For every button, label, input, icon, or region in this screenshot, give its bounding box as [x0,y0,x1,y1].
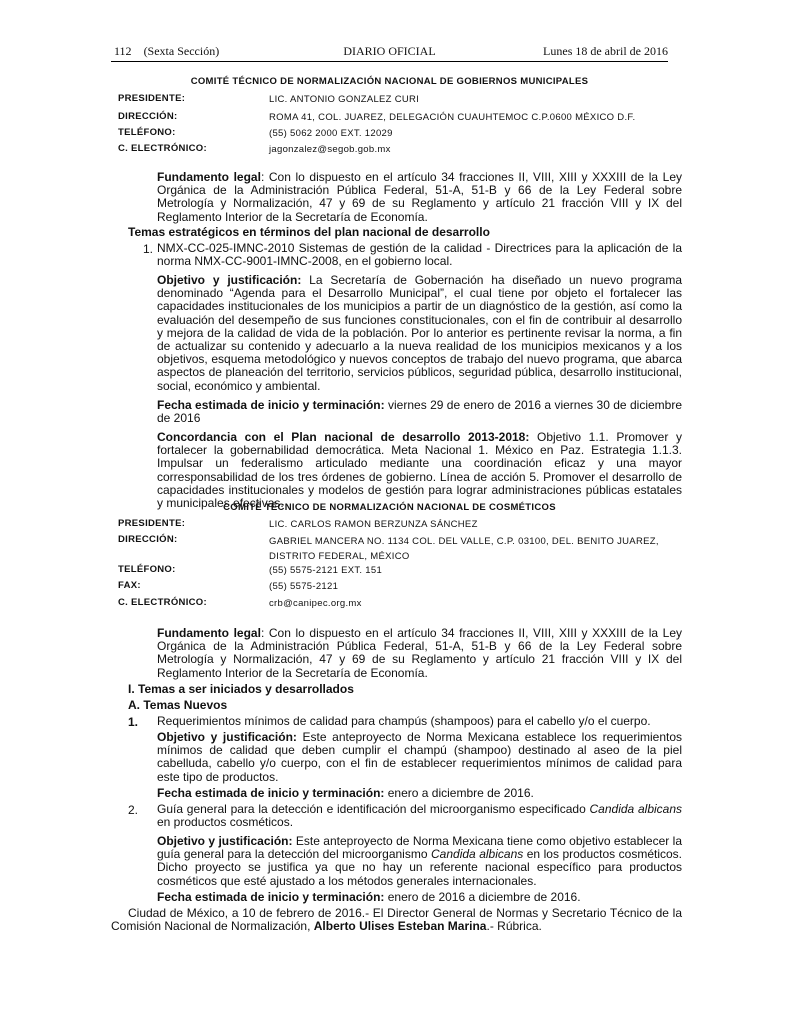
objetivo-label: Objetivo y justificación: [157,730,297,744]
closing-text-end: .- Rúbrica. [486,919,542,934]
fecha-text: enero de 2016 a diciembre de 2016. [384,890,581,904]
field-label: PRESIDENTE: [118,518,186,529]
issue-date: Lunes 18 de abril de 2016 [543,44,668,58]
field-value: crb@canipec.org.mx [269,598,362,609]
item-2-text-end: en productos cosméticos. [157,815,294,830]
closing-signature [111,907,682,933]
committee-1-temas-heading: Temas estratégicos en términos del plan nacional de desarrollo [128,225,490,239]
field-label: DIRECCIÓN: [118,111,178,122]
committee-2-title: COMITÉ TÉCNICO DE NORMALIZACIÓN NACIONAL DE COSMÉTICOS [223,502,556,513]
objetivo-text: La Secretaría de Gobernación ha diseñado un nuevo programa denominado “Agenda para el Desarrollo Municipal”, el cual tiene por objeto el fortalecer las capacidades institucionales de los municipios a partir de un diagnóstico de la gestión, así como la evaluación del desempeño de sus funciones constitucionales, con el fin de contribuir al desarrollo y mejora de la calidad de vida de la población. Por lo anterior es pertinente revisar la norma, a fin de actualizar su contenido y adecuarlo a la nueva realidad de los municipios mexicanos y a los objetivos, esquema metodológico y nuevos conceptos de trabajo del nuevo programa, que abarca aspectos de planeación del territorio, servicios públicos, seguridad pública, desarrollo institucional, social, económico y ambiental. [157,273,682,393]
committee-2-item-1-title: Requerimientos mínimos de calidad para champús (shampoos) para el cabello y/o el cuerpo. [157,714,651,728]
field-label: TELÉFONO: [118,564,176,575]
concordancia-label: Concordancia con el Plan nacional de desarrollo 2013-2018: [157,430,530,444]
header-rule [111,61,668,62]
objetivo-label: Objetivo y justificación: [157,834,293,848]
committee-2-item-1-fecha [157,787,682,800]
field-value: (55) 5575-2121 [269,581,339,592]
field-label: PRESIDENTE: [118,93,186,104]
fecha-text: viernes 29 de enero de 2016 a viernes 30 de diciembre de 2016 [157,398,683,426]
fundamento-text: : Con lo dispuesto en el artículo 34 fracciones II, VIII, XIII y XXXIII de la Ley Orgánica de la Administración Pública Federal, 51-A, 51-B y 66 de la Ley Federal sobre Metrología y Normalización, 47 y 69 de su Reglamento y artículo 21 fracción VIII y IX del Reglamento Interior de la Secretaría de Economía. [157,626,682,680]
fundamento-label: Fundamento legal [157,170,261,184]
fecha-text: enero a diciembre de 2016. [384,786,534,800]
field-value: jagonzalez@segob.gob.mx [269,144,391,155]
committee-1-concordancia [157,431,682,510]
item-2-text: Guía general para la detección e identificación del microorganismo especificado [157,802,590,816]
field-label: C. ELECTRÓNICO: [118,597,207,608]
committee-1-fecha [157,399,682,425]
item-number: 1. [128,715,139,729]
field-value: GABRIEL MANCERA NO. 1134 COL. DEL VALLE, C.P. 03100, DEL. BENITO JUAREZ, DISTRITO FEDERAL, MÉXICO [269,536,659,562]
committee-2-item-2-title [157,803,682,829]
committee-2-item-2-objetivo [157,835,682,888]
objetivo-text: Este anteproyecto de Norma Mexicana tiene como objetivo establecer la guía general para la detección del microorganismo [157,834,683,862]
committee-1-item-1-title: NMX-CC-025-IMNC-2010 Sistemas de gestión de la calidad - Directrices para la aplicación de la norma NMX-CC-9001-IMNC-2008, en el gobierno local. [157,241,682,269]
fecha-label: Fecha estimada de inicio y terminación: [157,890,385,904]
page-number-value: 112 [114,44,132,58]
fundamento-label: Fundamento legal [157,626,261,640]
field-label: C. ELECTRÓNICO: [118,143,207,154]
field-value: (55) 5062 2000 EXT. 12029 [269,128,393,139]
page-header [111,44,668,62]
committee-2-item-2-fecha [157,891,682,904]
committee-2-item-1-objetivo [157,731,682,784]
field-value: LIC. ANTONIO GONZALEZ CURI [269,94,420,105]
committee-2-fundamento [157,627,682,680]
objetivo-text-end: en los productos cosméticos. Dicho proyecto se justifica ya que no hay un referente nacional específico para productos cosméticos que esté ajustado a los métodos generales internacionales. [157,847,683,888]
objetivo-text: Este anteproyecto de Norma Mexicana establece los requerimientos mínimos de calidad que deben cumplir el champú (shampoo) destinado al aseo de la piel cabelluda, cabello y/o cuerpo, con el fin de establecer requerimientos mínimos de calidad para este tipo de productos. [157,730,683,784]
fecha-label: Fecha estimada de inicio y terminación: [157,398,385,412]
field-value: LIC. CARLOS RAMON BERZUNZA SÁNCHEZ [269,519,478,530]
objetivo-label: Objetivo y justificación: [157,273,302,287]
concordancia-text: Objetivo 1.1. Promover y fortalecer la gobernabilidad democrática. Meta Nacional 1. México en Paz. Estrategia 1.1.3. Impulsar un federalismo articulado mediante una coordinación eficaz y una mayor corresponsabilidad de los tres órdenes de gobierno. Línea de acción 5. Promover el desarrollo de capacidades institucionales y modelos de gestión para lograr administraciones públicas estatales y municipales efectivas. [157,430,682,511]
fundamento-text: : Con lo dispuesto en el artículo 34 fracciones II, VIII, XIII y XXXIII de la Ley Orgánica de la Administración Pública Federal, 51-A, 51-B y 66 de la Ley Federal sobre Metrología y Normalización, 47 y 69 de su Reglamento y artículo 21 fracción VIII y IX del Reglamento Interior de la Secretaría de Economía. [157,170,682,224]
fecha-label: Fecha estimada de inicio y terminación: [157,786,385,800]
committee-1-title: COMITÉ TÉCNICO DE NORMALIZACIÓN NACIONAL DE GOBIERNOS MUNICIPALES [190,76,589,87]
newspaper-title: DIARIO OFICIAL [343,44,436,58]
item-number: 1. [143,242,154,256]
field-value: (55) 5575-2121 EXT. 151 [269,565,383,576]
section-label: (Sexta Sección) [143,44,220,58]
committee-1-objetivo [157,274,682,393]
closing-text: Ciudad de México, a 10 de febrero de 2016.- El Director General de Normas y Secretario Técnico de la Comisión Nacional de Normalización, [111,906,682,934]
field-label: FAX: [118,580,141,591]
field-value: ROMA 41, COL. JUAREZ, DELEGACIÓN CUAUHTEMOC C.P.0600 MÉXICO D.F. [269,112,636,123]
field-label: DIRECCIÓN: [118,534,178,545]
committee-2-section-heading: I. Temas a ser iniciados y desarrollados [128,682,354,696]
species-name: Candida albicans [431,847,524,862]
signatory-name: Alberto Ulises Esteban Marina [313,919,487,934]
item-number: 2. [128,803,139,817]
field-label: TELÉFONO: [118,127,176,138]
committee-1-fundamento [157,171,682,224]
committee-2-sub-heading: A. Temas Nuevos [128,698,228,712]
species-name: Candida albicans [589,802,683,816]
